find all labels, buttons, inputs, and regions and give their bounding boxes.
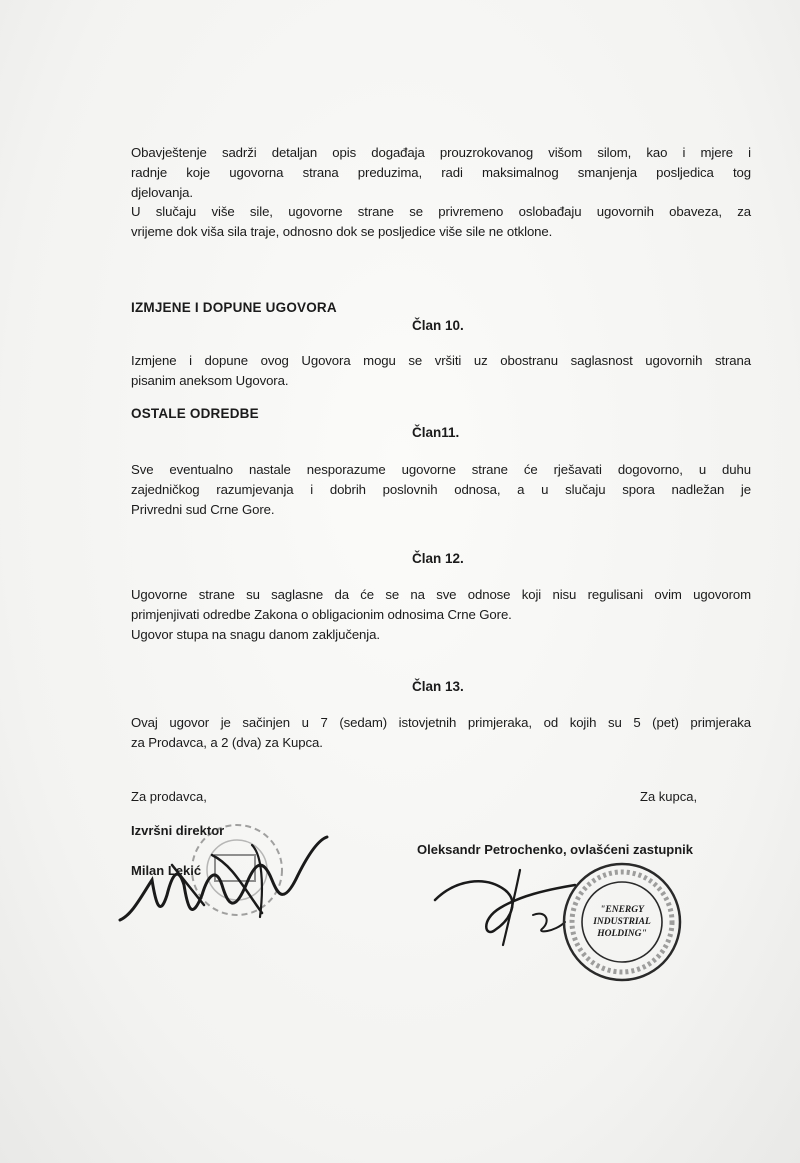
section-heading-other: OSTALE ODREDBE	[131, 406, 259, 421]
text-line: primjenjivati odredbe Zakona o obligacionim odnosima Crne Gore.	[131, 607, 512, 622]
text-line: Ugovorne strane su saglasne da će se na sve odnose koji nisu regulisani ovim ugovorom	[131, 587, 751, 602]
buyer-signatory: Oleksandr Petrochenko, ovlašćeni zastupnik	[417, 842, 693, 857]
buyer-stamp-icon	[560, 860, 685, 985]
paragraph-force-majeure	[131, 202, 751, 242]
article-13-heading: Član 13.	[412, 679, 464, 694]
text-line: vrijeme dok viša sila traje, odnosno dok se posljedice više sile ne otklone.	[131, 224, 553, 239]
seller-label: Za prodavca,	[131, 789, 207, 804]
seller-signature	[112, 825, 342, 935]
text-line: Ovaj ugovor je sačinjen u 7 (sedam) istovjetnih primjeraka, od kojih su 5 (pet) primjeraka	[131, 715, 751, 730]
text-line: Privredni sud Crne Gore.	[131, 502, 275, 517]
text-line: Sve eventualno nastale nesporazume ugovorne strane će rješavati dogovorno, u duhu	[131, 462, 751, 477]
stamp-text-line: "ENERGY	[600, 905, 644, 915]
text-line: Ugovor stupa na snagu danom zaključenja.	[131, 627, 380, 642]
text-line: U slučaju više sile, ugovorne strane se privremeno oslobađaju ugovornih obaveza, za	[131, 204, 751, 219]
text-line: djelovanja.	[131, 185, 193, 200]
stamp-text-line: HOLDING"	[597, 929, 647, 939]
article-12-heading: Član 12.	[412, 551, 464, 566]
text-line: Obavještenje sadrži detaljan opis događaja prouzrokovanog višom silom, kao i mjere i	[131, 145, 751, 160]
text-line: radnje koje ugovorna strana preduzima, radi maksimalnog smanjenja posljedica tog	[131, 165, 751, 180]
article-10-heading: Član 10.	[412, 318, 464, 333]
paragraph-article-12	[131, 585, 751, 645]
section-heading-amendments: IZMJENE I DOPUNE UGOVORA	[131, 300, 337, 315]
paragraph-article-11	[131, 460, 751, 520]
paragraph-notice	[131, 143, 751, 203]
text-line: za Prodavca, a 2 (dva) za Kupca.	[131, 735, 323, 750]
text-line: Izmjene i dopune ovog Ugovora mogu se vršiti uz obostranu saglasnost ugovornih strana	[131, 353, 751, 368]
paragraph-article-10	[131, 351, 751, 391]
buyer-label: Za kupca,	[640, 789, 698, 804]
stamp-text-line: INDUSTRIAL	[593, 917, 651, 927]
article-11-heading: Član11.	[412, 425, 460, 440]
text-line: pisanim aneksom Ugovora.	[131, 373, 289, 388]
paragraph-article-13	[131, 713, 751, 753]
text-line: zajedničkog razumjevanja i dobrih poslovnih odnosa, a u slučaju spora nadležan je	[131, 482, 751, 497]
seller-name: Milan Lekić	[131, 863, 202, 878]
seller-title: Izvršni direktor	[131, 823, 225, 838]
